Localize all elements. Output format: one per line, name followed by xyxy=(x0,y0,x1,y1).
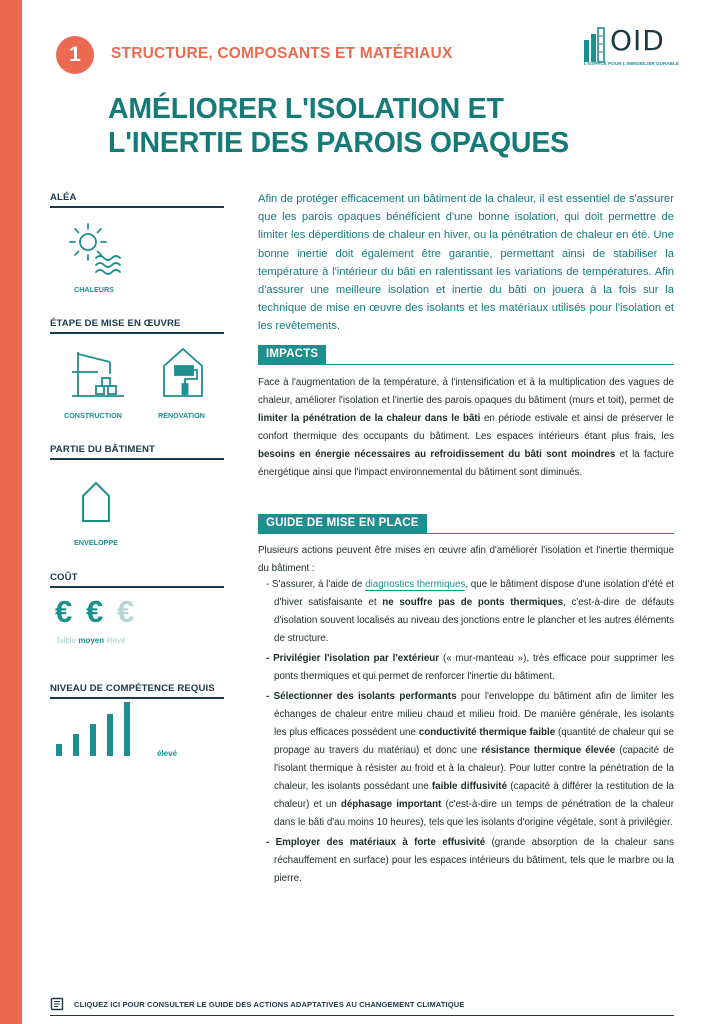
page-title-line-2: L'INERTIE DES PAROIS OPAQUES xyxy=(108,127,569,159)
intro-paragraph: Afin de protéger efficacement un bâtiment de la chaleur, il est essentiel de s'assurer que les parois opaques bénéficient d'une bonne isolation, qui doit permettre de limiter les déperditions de chaleur en hiver, ou la pénétration de chaleur en été. Une bonne inertie doit également être garantie, permettant ainsi de stabiliser la température à l'intérieur du bâti en ralentissant les variations de températures. Afin d'assurer une meilleure isolation et inertie du bâti on jouera à la fois sur la technique de mise en œuvre des isolants et les matériaux utilisés pour l'isolation et les revêtements. xyxy=(258,193,674,333)
skill-bar-1 xyxy=(56,744,62,756)
cout-heading: COÛT xyxy=(50,572,78,583)
guide-item-3-text-b: (quantité de chaleur qui se propage au travers du matériau) et donc une xyxy=(274,727,674,756)
etape-heading: ÉTAPE DE MISE EN ŒUVRE xyxy=(50,318,181,329)
construction-caption: CONSTRUCTION xyxy=(64,411,122,420)
skill-bar-3 xyxy=(90,724,96,756)
page-title xyxy=(108,92,668,160)
renovation-caption: RÉNOVATION xyxy=(158,411,205,420)
guide-item-3 xyxy=(258,688,674,832)
impacts-text-3: et la facture énergétique ainsi que l'impact environnemental du bâtiment sont diminués. xyxy=(258,449,674,478)
guide-divider xyxy=(258,533,674,534)
euro-icon-2: € xyxy=(86,594,104,629)
guide-item-4-bold: - Employer des matériaux à forte effusivité xyxy=(266,837,486,848)
diagnostics-thermiques-link[interactable]: diagnostics thermiques xyxy=(365,579,466,590)
guide-item-3-bold-2: conductivité thermique faible xyxy=(418,727,556,738)
impacts-heading: IMPACTS xyxy=(258,345,326,364)
guide-item-3-bold-3: résistance thermique élevée xyxy=(481,745,616,756)
logo-wordmark: OID xyxy=(610,24,665,57)
guide-item-2-text: (« mur-manteau »), très efficace pour supprimer les ponts thermiques et qui permet de renforcer l'inertie du bâtiment. xyxy=(274,653,674,682)
alea-divider xyxy=(50,206,224,208)
chapter-number-badge: 1 xyxy=(56,36,94,74)
house-envelope-icon xyxy=(80,480,112,524)
guide-heading: GUIDE DE MISE EN PLACE xyxy=(258,514,427,533)
skill-bar-5 xyxy=(124,702,130,756)
cout-divider xyxy=(50,586,224,588)
guide-item-1-text-b: , que le bâtiment dispose d'une isolation d'été et d'hiver satisfaisante et xyxy=(274,579,674,608)
guide-item-1-text-a: - S'assurer, à l'aide de xyxy=(266,579,366,590)
guide-item-3-bold-4: faible diffusivité xyxy=(431,781,508,792)
impacts-divider xyxy=(258,364,674,365)
impacts-bold-1: limiter la pénétration de la chaleur dans le bâti xyxy=(258,413,481,424)
competence-heading: NIVEAU DE COMPÉTENCE REQUIS xyxy=(50,683,215,694)
guide-item-1 xyxy=(258,576,674,648)
impacts-text-1: Face à l'augmentation de la température, à l'intensification et à la multiplication des vagues de chaleur, améliorer l'isolation et l'inertie des parois opaques du bâtiment (murs et toit), permet de xyxy=(258,377,674,406)
euro-icon-3: € xyxy=(117,594,135,629)
competence-level-label: élevé xyxy=(157,749,178,758)
chapter-title: STRUCTURE, COMPOSANTS ET MATÉRIAUX xyxy=(111,45,453,62)
alea-caption: CHALEURS xyxy=(74,285,114,294)
cost-level-high: élevé xyxy=(106,636,126,645)
guide-action-list xyxy=(258,576,674,890)
guide-item-1-bold: ne souffre pas de ponts thermiques xyxy=(382,597,564,608)
impacts-paragraph xyxy=(258,374,674,482)
partie-divider xyxy=(50,458,224,460)
left-accent-bar xyxy=(0,0,22,1024)
guide-item-2-bold: - Privilégier l'isolation par l'extérieur xyxy=(266,653,440,664)
impacts-text-2: en période estivale et ainsi de préserver le confort thermique des occupants du bâtiment. Les espaces intérieurs étant plus frais, les xyxy=(258,413,674,442)
alea-heading: ALÉA xyxy=(50,192,77,203)
guide-item-3-text-c: (capacité de l'isolant thermique à résister au froid et à la chaleur). Pour lutter contre la pénétration de la chaleur, les isolants possédant une xyxy=(274,745,675,792)
skill-bar-2 xyxy=(73,734,79,756)
heat-wave-icon xyxy=(66,220,124,278)
impacts-bold-2: besoins en énergie nécessaires au refroidissement du bâti sont moindres xyxy=(258,449,616,460)
euro-icon-1: € xyxy=(55,594,73,629)
guide-item-4 xyxy=(258,834,674,888)
skill-level-bars xyxy=(56,700,136,756)
partie-heading: PARTIE DU BÂTIMENT xyxy=(50,444,156,455)
guide-intro: Plusieurs actions peuvent être mises en œuvre afin d'améliorer l'isolation et l'inertie thermique du bâtiment : xyxy=(258,545,674,574)
cost-level-low: faible xyxy=(57,636,77,645)
etape-divider xyxy=(50,332,224,334)
partie-caption: ENVELOPPE xyxy=(74,538,118,547)
footer-divider xyxy=(50,1015,674,1016)
logo-tagline: L'ESPACE POUR L'IMMOBILIER DURABLE xyxy=(584,61,679,66)
construction-icon xyxy=(68,348,128,400)
guide-item-3-text-e: (c'est-à-dire un temps de pénétration de la chaleur dans le bâti d'au moins 10 heures), tels que les isolants d'origine végétale, sont à privilégier. xyxy=(274,799,675,828)
guide-item-3-bold-5: déphasage important xyxy=(340,799,442,810)
book-icon xyxy=(50,997,64,1011)
guide-item-2 xyxy=(258,650,674,686)
competence-divider xyxy=(50,697,224,699)
guide-item-3-text-d: (capacité à différer la restitution de la chaleur) et un xyxy=(274,781,674,810)
cost-level-medium: moyen xyxy=(78,636,105,645)
cost-level-labels xyxy=(57,636,126,645)
guide-item-3-text-a: pour l'enveloppe du bâtiment afin de limiter les échanges de chaleur entre milieu chaud et milieu froid. De manière générale, les isolants les plus efficaces possèdent une xyxy=(274,691,674,738)
guide-item-1-text-c: , c'est-à-dire de défauts d'isolation souvent localisés au niveau des jonctions entre le plancher et les autres éléments de structure. xyxy=(274,597,674,644)
skill-bar-4 xyxy=(107,714,113,756)
renovation-icon xyxy=(160,346,206,400)
guide-item-3-bold-1: - Sélectionner des isolants performants xyxy=(266,691,457,702)
page-title-line-1: AMÉLIORER L'ISOLATION ET xyxy=(108,93,504,125)
guide-item-4-text: (grande absorption de la chaleur sans réchauffement en surface) pour les espaces intérieurs du bâtiment, tels que le marbre ou la pierre. xyxy=(274,837,674,884)
footer-link-text[interactable]: CLIQUEZ ICI POUR CONSULTER LE GUIDE DES ACTIONS ADAPTATIVES AU CHANGEMENT CLIMATIQUE xyxy=(74,999,465,1009)
footer-guide-link[interactable] xyxy=(50,993,464,1015)
